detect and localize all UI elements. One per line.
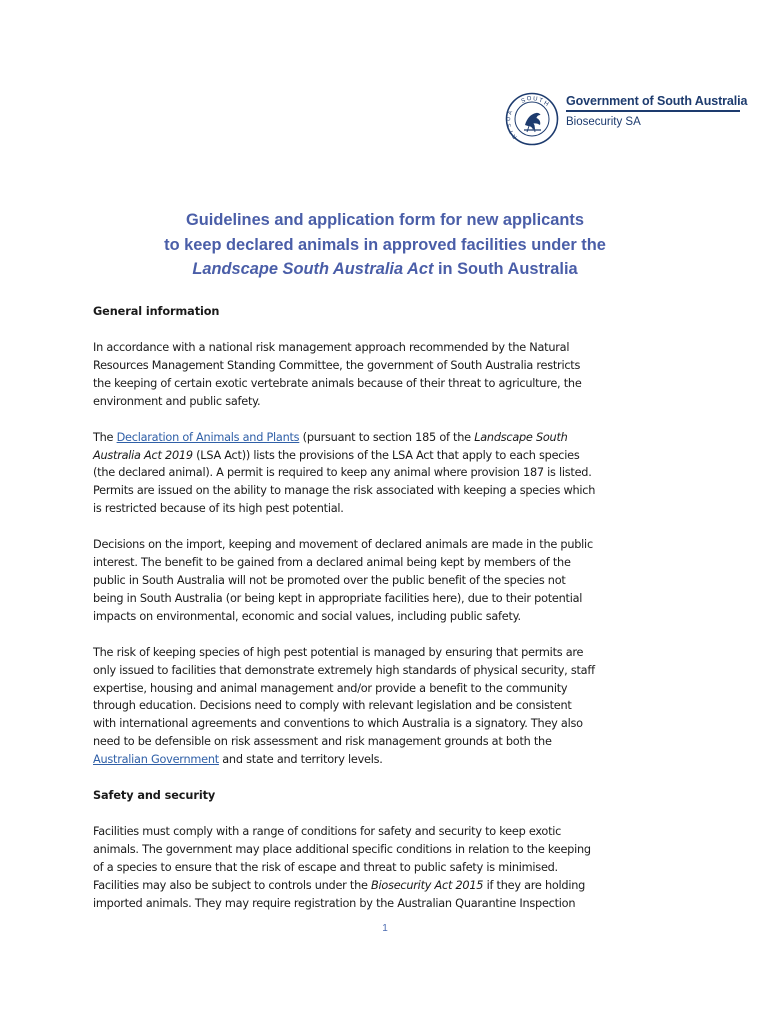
text-line [93,447,683,465]
document-title [60,208,710,282]
text-line [93,751,683,769]
text-line: through education. Decisions need to comply with relevant legislation and be consistent [93,699,572,713]
text-span: (LSA Act)) lists the provisions of the LSA Act that apply to each species [192,448,580,462]
text-line: public in South Australia will not be promoted over the public benefit of the species not [93,573,566,587]
paragraph-general-3 [93,536,683,626]
text-line: expertise, housing and animal management and/or provide a benefit to the community [93,681,568,695]
department-name: Biosecurity SA [566,115,641,128]
paragraph-general-2 [93,429,683,519]
svg-text:U: U [532,96,538,103]
text-line: Decisions on the import, keeping and movement of declared animals are made in the public [93,538,593,552]
text-line [93,877,683,895]
svg-text:T: T [537,97,544,105]
section-heading-safety: Safety and security [93,789,216,803]
government-logo [505,92,748,148]
svg-text:O: O [526,95,532,103]
title-line-1: Guidelines and application form for new applicants [186,211,584,229]
paragraph-general-4 [93,644,683,769]
text-line: Facilities must comply with a range of conditions for safety and security to keep exotic [93,825,562,839]
title-line-2: to keep declared animals in approved facilities under the [164,235,606,254]
svg-text:A: A [507,110,515,116]
title-line-3 [60,257,710,282]
text-line: need to be defensible on risk assessment and risk management grounds at both the [93,735,552,749]
svg-text:U: U [506,116,513,122]
australian-government-link[interactable]: Australian Government [93,753,219,767]
declaration-link[interactable]: Declaration of Animals and Plants [116,430,300,444]
logo-divider [566,110,740,112]
paragraph-general-1 [93,339,683,411]
text-line: animals. The government may place additional specific conditions in relation to the keeping [93,842,591,856]
page-number: 1 [382,923,388,934]
italic-text: Biosecurity Act 2015 [371,878,484,892]
text-line: In accordance with a national risk management approach recommended by the Natural [93,341,570,354]
logo-text [566,93,748,130]
text-span: The [93,430,117,444]
svg-text:H: H [542,100,550,108]
south-australia-seal-icon [505,92,559,146]
svg-text:R: R [511,132,519,140]
text-span: if they are holding [483,878,586,892]
text-line: environment and public safety. [93,394,261,408]
document-body [93,303,683,913]
svg-text:T: T [508,128,516,135]
text-line: (the declared animal). A permit is required to keep any animal where provision 187 is listed. [93,466,592,480]
organisation-name: Government of South Australia [566,94,748,108]
text-span: (pursuant to section 185 of the [299,430,475,444]
text-line: Resources Management Standing Committee, the government of South Australia restricts [93,358,581,372]
svg-text:S: S [520,97,527,105]
text-line: is restricted because of its high pest potential. [93,502,344,516]
svg-text:S: S [506,123,513,128]
italic-text: Landscape South [474,430,568,444]
italic-text: Australia Act 2019 [93,448,193,462]
text-span: Facilities may also be subject to controls under the [93,878,372,892]
text-line: impacts on environmental, economic and social values, including public safety. [93,609,521,623]
text-line: of a species to ensure that the risk of escape and threat to public safety is minimised. [93,860,558,874]
text-line: Permits are issued on the ability to manage the risk associated with keeping a species which [93,484,596,498]
text-span: and state and territory levels. [218,753,383,767]
text-line: The risk of keeping species of high pest potential is managed by ensuring that permits are [93,645,584,659]
text-line [93,429,683,447]
section-heading-general: General information [93,305,220,318]
text-line: with international agreements and conventions to which Australia is a signatory. They also [93,717,583,731]
act-name: Landscape South Australia Act [192,260,434,278]
paragraph-safety-1 [93,823,683,913]
text-line: interest. The benefit to be gained from a declared animal being kept by members of the [93,556,571,570]
title-line-3-rest: in South Australia [433,260,578,278]
text-line: the keeping of certain exotic vertebrate animals because of their threat to agriculture, the [93,376,582,390]
text-line: being in South Australia (or being kept in appropriate facilities here), due to their potential [93,591,583,605]
text-line: imported animals. They may require registration by the Australian Quarantine Inspection [93,896,576,910]
text-line: only issued to facilities that demonstrate extremely high standards of physical security, staff [93,663,595,677]
